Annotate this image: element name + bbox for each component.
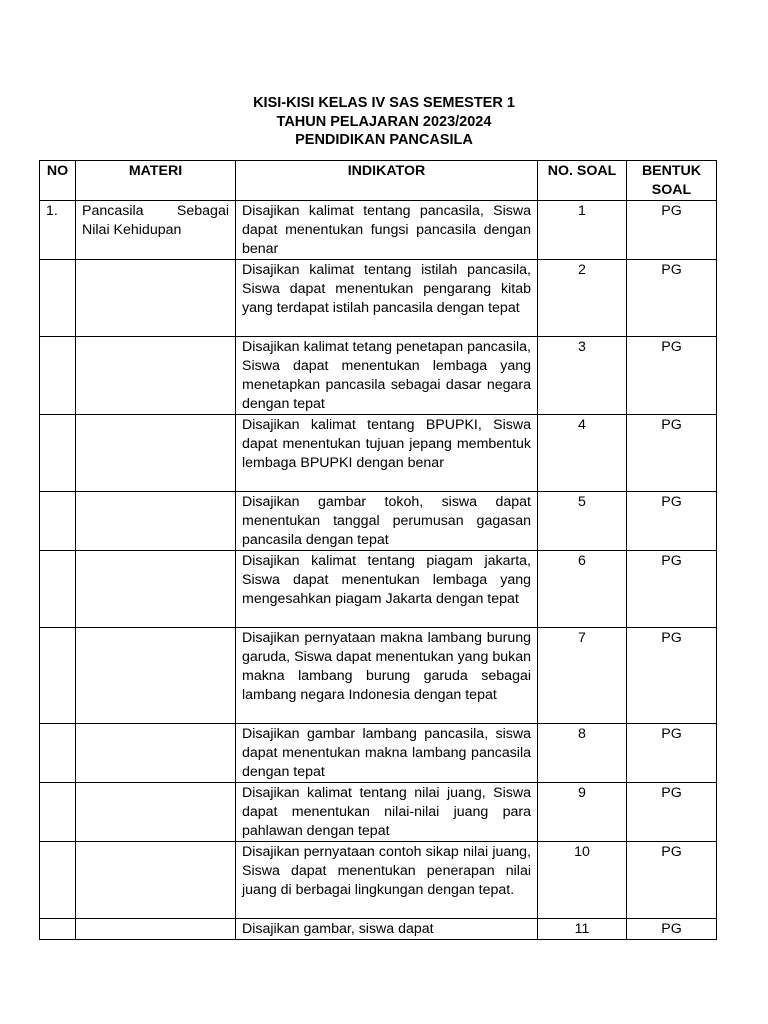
header-no-soal: NO. SOAL (538, 161, 627, 201)
table-row (40, 628, 717, 724)
cell-materi (76, 415, 236, 492)
cell-materi (76, 551, 236, 628)
cell-no (40, 415, 76, 492)
cell-indikator: Disajikan kalimat tetang penetapan pancasila, Siswa dapat menentukan lembaga yang menetapkan pancasila sebagai dasar negara dengan tepat (236, 337, 538, 415)
cell-no: 1. (40, 201, 76, 260)
cell-materi (76, 724, 236, 783)
cell-no-soal: 9 (538, 783, 627, 842)
cell-indikator: Disajikan gambar tokoh, siswa dapat menentukan tanggal perumusan gagasan pancasila dengan tepat (236, 492, 538, 551)
table-header-row (40, 161, 717, 201)
cell-bentuk-soal: PG (627, 492, 717, 551)
cell-no-soal: 3 (538, 337, 627, 415)
header-indikator: INDIKATOR (236, 161, 538, 201)
table-row (40, 724, 717, 783)
cell-no-soal: 7 (538, 628, 627, 724)
cell-indikator: Disajikan pernyataan makna lambang burung garuda, Siswa dapat menentukan yang bukan makna lambang burung garuda sebagai lambang negara Indonesia dengan tepat (236, 628, 538, 724)
cell-no-soal: 6 (538, 551, 627, 628)
header-no: NO (40, 161, 76, 201)
cell-no-soal: 1 (538, 201, 627, 260)
table-row (40, 783, 717, 842)
table-row (40, 492, 717, 551)
cell-materi (76, 492, 236, 551)
cell-materi (76, 783, 236, 842)
cell-bentuk-soal: PG (627, 201, 717, 260)
table-row (40, 842, 717, 919)
cell-bentuk-soal: PG (627, 919, 717, 940)
cell-materi (76, 919, 236, 940)
cell-bentuk-soal: PG (627, 783, 717, 842)
cell-no-soal: 8 (538, 724, 627, 783)
cell-no (40, 337, 76, 415)
header-materi: MATERI (76, 161, 236, 201)
cell-no (40, 628, 76, 724)
cell-indikator: Disajikan kalimat tentang piagam jakarta, Siswa dapat menentukan lembaga yang mengesahkan piagam Jakarta dengan tepat (236, 551, 538, 628)
cell-no-soal: 11 (538, 919, 627, 940)
cell-no (40, 260, 76, 337)
academic-year: TAHUN PELAJARAN 2023/2024 (276, 113, 492, 130)
cell-no-soal: 2 (538, 260, 627, 337)
cell-indikator: Disajikan kalimat tentang pancasila, Siswa dapat menentukan fungsi pancasila dengan benar (236, 201, 538, 260)
cell-no-soal: 10 (538, 842, 627, 919)
cell-no (40, 919, 76, 940)
table-row (40, 260, 717, 337)
cell-materi: Pancasila Sebagai Nilai Kehidupan (76, 201, 236, 260)
cell-no (40, 492, 76, 551)
cell-indikator: Disajikan kalimat tentang istilah pancasila, Siswa dapat menentukan pengarang kitab yang terdapat istilah pancasila dengan tepat (236, 260, 538, 337)
cell-indikator: Disajikan gambar, siswa dapat (236, 919, 538, 940)
table-row (40, 919, 717, 940)
cell-no-soal: 4 (538, 415, 627, 492)
cell-no (40, 842, 76, 919)
document-title-block (0, 94, 768, 150)
cell-bentuk-soal: PG (627, 628, 717, 724)
kisi-kisi-table (39, 160, 717, 940)
subject-name: PENDIDIKAN PANCASILA (295, 132, 473, 148)
table-row (40, 337, 717, 415)
cell-indikator: Disajikan pernyataan contoh sikap nilai juang, Siswa dapat menentukan penerapan nilai juang di berbagai lingkungan dengan tepat. (236, 842, 538, 919)
table-row (40, 201, 717, 260)
cell-bentuk-soal: PG (627, 337, 717, 415)
cell-no-soal: 5 (538, 492, 627, 551)
cell-no (40, 551, 76, 628)
cell-bentuk-soal: PG (627, 842, 717, 919)
cell-materi (76, 260, 236, 337)
cell-materi (76, 337, 236, 415)
cell-no (40, 783, 76, 842)
cell-indikator: Disajikan gambar lambang pancasila, siswa dapat menentukan makna lambang pancasila dengan tepat (236, 724, 538, 783)
table-row (40, 551, 717, 628)
cell-bentuk-soal: PG (627, 260, 717, 337)
header-bentuk-soal: BENTUK SOAL (627, 161, 717, 201)
cell-bentuk-soal: PG (627, 551, 717, 628)
cell-bentuk-soal: PG (627, 724, 717, 783)
cell-indikator: Disajikan kalimat tentang nilai juang, Siswa dapat menentukan nilai-nilai juang para pahlawan dengan tepat (236, 783, 538, 842)
cell-no (40, 724, 76, 783)
table-row (40, 415, 717, 492)
cell-materi (76, 842, 236, 919)
cell-materi (76, 628, 236, 724)
cell-bentuk-soal: PG (627, 415, 717, 492)
document-title: KISI-KISI KELAS IV SAS SEMESTER 1 (253, 95, 515, 111)
cell-indikator: Disajikan kalimat tentang BPUPKI, Siswa dapat menentukan tujuan jepang membentuk lembaga BPUPKI dengan benar (236, 415, 538, 492)
